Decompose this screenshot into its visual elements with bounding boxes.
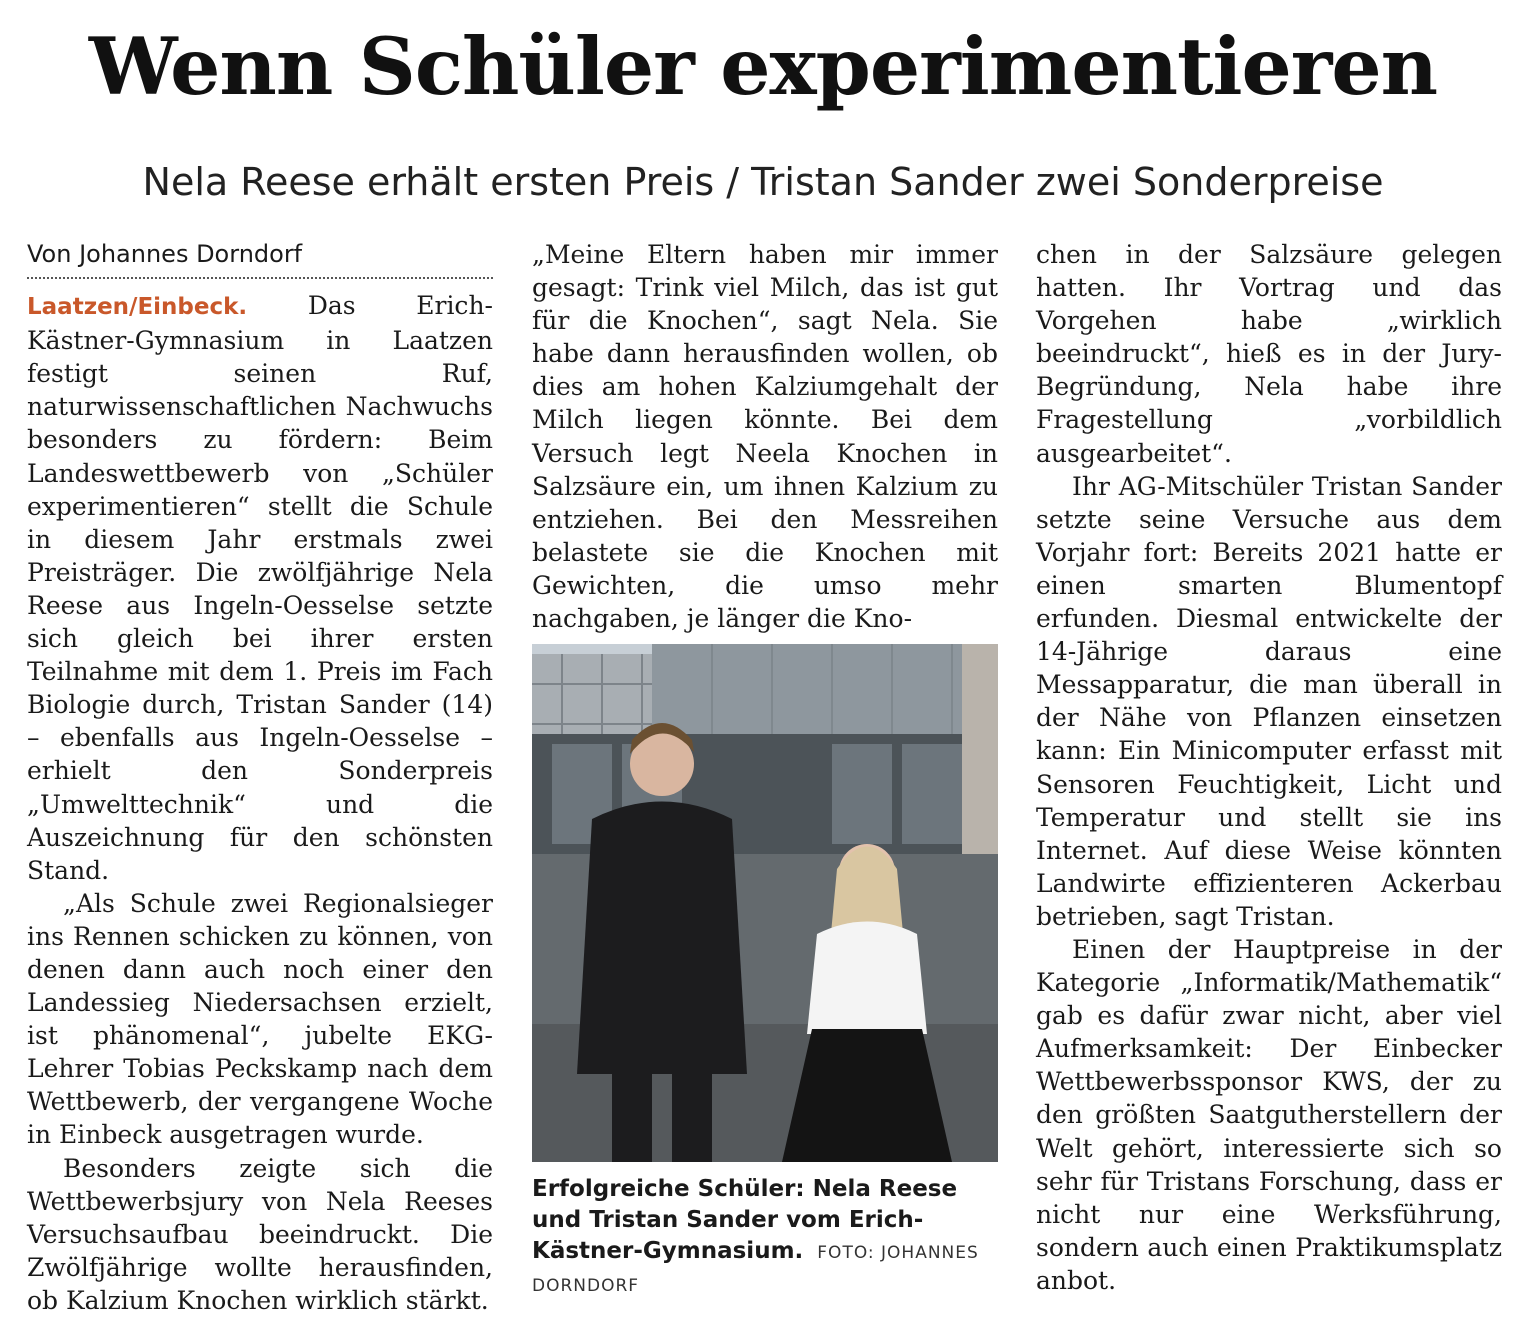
photo-illustration — [532, 644, 998, 1162]
photo-credit: FOTO: JOHANNES DORNDORF — [532, 1243, 979, 1296]
paragraph-4: „Meine Eltern haben mir immer gesagt: Trink viel Milch, das ist gut für die Knochen“, sagt Nela. Sie habe dann herausfinden wollen, ob dies am hohen Kalziumgehalt der Milch liegen könnte. Bei dem Versuch legt Neela Knochen in Salzsäure ein, um ihnen Kalzium zu entziehen. Bei den Messreihen belastete sie die Knochen mit Gewichten, die umso mehr nachgaben, je länger die Kno- — [532, 240, 998, 634]
article-column-3 — [1036, 238, 1502, 1297]
paragraph-5: chen in der Salzsäure gelegen hatten. Ihr Vortrag und das Vorgehen habe „wirklich beeindruckt“, hieß es in der Jury-Begründung, Nela habe ihre Fragestellung „vorbildlich ausgearbeitet“. — [1036, 240, 1502, 468]
article-photo — [532, 644, 998, 1162]
byline: Von Johannes Dorndorf — [27, 238, 493, 279]
photo-caption — [532, 1174, 998, 1302]
paragraph-7: Einen der Hauptpreise in der Kategorie „Informatik/Mathematik“ gab es dafür zwar nicht, aber viel Aufmerksamkeit: Der Einbecker Wettbewerbssponsor KWS, der zu den größten Saatgutherstellern der Welt gehört, interessierte sich so sehr für Tristans Forschung, dass er nicht nur eine Werksführung, sondern auch einen Praktikumsplatz anbot. — [1036, 934, 1502, 1295]
article-column-1 — [27, 238, 493, 1317]
caption-text: Erfolgreiche Schüler: Nela Reese und Tristan Sander vom Erich-Kästner-Gymnasium. — [532, 1176, 958, 1264]
dateline: Laatzen/Einbeck. — [27, 294, 248, 321]
paragraph-6: Ihr AG-Mitschüler Tristan Sander setzte seine Versuche aus dem Vorjahr fort: Bereits 2021 hatte er einen smarten Blumentopf erfunden. Diesmal entwickelte der 14-Jährige daraus eine Messapparatur, die man überall in der Nähe von Pflanzen einsetzen kann: Ein Minicomputer erfasst mit Sensoren Feuchtigkeit, Licht und Temperatur und stellt sie ins Internet. Auf diese Weise könnten Landwirte effizienteren Ackerbau betrieben, sagt Tristan. — [1036, 471, 1502, 931]
paragraph-2: „Als Schule zwei Regionalsieger ins Rennen schicken zu können, von denen dann auch noch einer den Landessieg Niedersachsen erzielt, ist phänomenal“, jubelte EKG-Lehrer Tobias Peckskamp nach dem Wettbewerb, der vergangene Woche in Einbeck ausgetragen wurde. — [27, 888, 493, 1150]
headline: Wenn Schüler experimentieren — [88, 20, 1438, 113]
article-column-2 — [532, 238, 998, 635]
paragraph-1 — [27, 289, 493, 887]
paragraph-3: Besonders zeigte sich die Wettbewerbsjury von Nela Reeses Versuchsaufbau beeindruckt. Die Zwölfjährige wollte herausfinden, ob Kalzium Knochen wirklich stärkt. — [27, 1153, 493, 1315]
paragraph-1-text: Das Erich-Kästner-Gymnasium in Laatzen festigt seinen Ruf, naturwissenschaftlichen Nachwuchs besonders zu fördern: Beim Landeswettbewerb von „Schüler experimentieren“ stellt die Schule in diesem Jahr erstmals zwei Preisträger. Die zwölfjährige Nela Reese aus Ingeln-Oesselse setzte sich gleich bei ihrer ersten Teilnahme mit dem 1. Preis im Fach Biologie durch, Tristan Sander (14) – ebenfalls aus Ingeln-Oesselse – erhielt den Sonderpreis „Umwelttechnik“ und die Auszeichnung für den schönsten Stand. — [27, 291, 493, 885]
subheadline: Nela Reese erhält ersten Preis / Tristan Sander zwei Sonderpreise — [142, 160, 1384, 204]
